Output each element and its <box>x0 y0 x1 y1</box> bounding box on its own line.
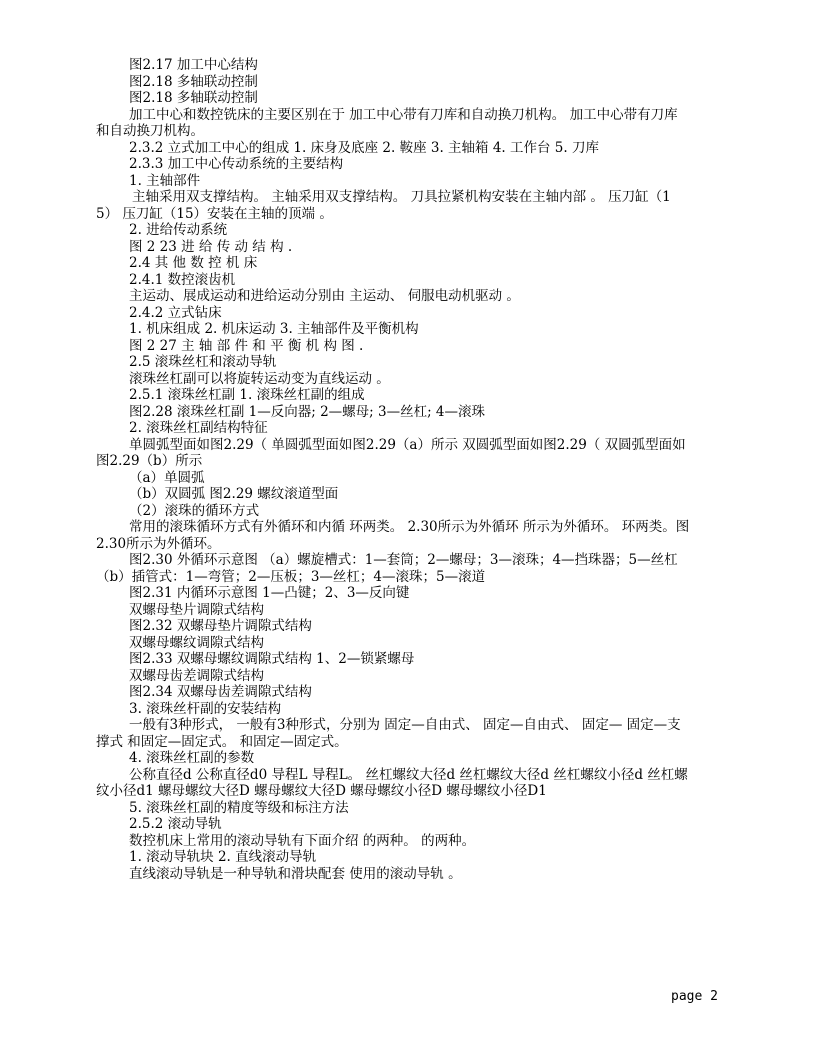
paragraph: 一般有3种形式， 一般有3种形式，分别为 固定—自由式、 固定—自由式、 固定— 固定—支撑式 和固定—固定式。 和固定—固定式。 <box>96 717 681 750</box>
caption-line: 图2.18 多轴联动控制 <box>129 73 258 90</box>
section-heading: 2.4.2 立式钻床 <box>129 304 222 321</box>
paragraph: 双螺母螺纹调隙式结构 <box>129 634 264 651</box>
paragraph: 主运动、展成运动和进给运动分别由 主运动、 伺服电动机驱动 。 <box>129 288 520 304</box>
caption-line: 图 2 23 进 给 传 动 结 构 . <box>129 238 293 255</box>
section-heading: 2.5.2 滚动导轨 <box>129 816 222 832</box>
section-heading: 2.5 滚珠丝杠和滚动导轨 <box>129 354 277 370</box>
paragraph: 公称直径d 公称直径d0 导程L 导程L。 丝杠螺纹大径d 丝杠螺纹大径d 丝杠螺纹小径d 丝杠螺纹小径d1 螺母螺纹大径D 螺母螺纹大径D 螺母螺纹小径D 螺母螺纹小径D1 <box>96 766 688 799</box>
paragraph: 数控机床上常用的滚动导轨有下面介绍 的两种。 的两种。 <box>129 832 476 849</box>
section-heading: 2.3.2 立式加工中心的组成 1. 床身及底座 2. 鞍座 3. 主轴箱 4. 工作台 5. 刀库 <box>129 139 599 156</box>
list-item: 1. 滚动导轨块 2. 直线滚动导轨 <box>129 849 317 865</box>
list-item: 2. 进给传动系统 <box>129 222 228 238</box>
caption-line: （a）单圆弧 <box>129 469 205 486</box>
list-item: 1. 机床组成 2. 机床运动 3. 主轴部件及平衡机构 <box>129 321 419 337</box>
caption-line: 图 2 27 主 轴 部 件 和 平 衡 机 构 图 . <box>129 337 364 354</box>
caption-line: 图2.18 多轴联动控制 <box>129 90 258 106</box>
paragraph: 双螺母垫片调隙式结构 <box>129 601 264 618</box>
caption-line: （b）双圆弧 图2.29 螺纹滚道型面 <box>129 486 339 502</box>
paragraph: 单圆弧型面如图2.29（ 单圆弧型面如图2.29（a）所示 双圆弧型面如图2.29（ 双圆弧型面如图2.29（b）所示 <box>96 436 686 469</box>
caption-line: 图2.30 外循环示意图 （a）螺旋槽式：1—套筒；2—螺母；3—滚珠；4—挡珠器；5—丝杠 （b）插管式：1—弯管；2—压板；3—丝杠；4—滚珠；5—滚道 <box>96 552 678 585</box>
page-number: page 2 <box>671 989 718 1004</box>
paragraph: 滚珠丝杠副可以将旋转运动变为直线运动 。 <box>129 370 390 387</box>
list-item: 5. 滚珠丝杠副的精度等级和标注方法 <box>129 799 349 816</box>
paragraph: 主轴采用双支撑结构。 主轴采用双支撑结构。 刀具拉紧机构安装在主轴内部 。 压刀缸（15） 压刀缸（15）安装在主轴的顶端 。 <box>96 189 671 222</box>
caption-line: 图2.28 滚珠丝杠副 1—反向器; 2—螺母; 3—丝杠; 4—滚珠 <box>129 403 486 420</box>
caption-line: 图2.34 双螺母齿差调隙式结构 <box>129 684 312 700</box>
list-item: 2. 滚珠丝杠副结构特征 <box>129 420 268 436</box>
paragraph: 加工中心和数控铣床的主要区别在于 加工中心带有刀库和自动换刀机构。 加工中心带有刀库和自动换刀机构。 <box>96 106 678 139</box>
section-heading: 2.5.1 滚珠丝杠副 1. 滚珠丝杠副的组成 <box>129 387 365 403</box>
caption-line: 图2.33 双螺母螺纹调隙式结构 1、2—锁紧螺母 <box>129 651 415 667</box>
section-heading: 2.3.3 加工中心传动系统的主要结构 <box>129 156 344 172</box>
caption-line: 图2.31 内循环示意图 1—凸键；2、3—反向键 <box>129 585 410 601</box>
list-item: 3. 滚珠丝杆副的安装结构 <box>129 700 282 717</box>
paragraph: 双螺母齿差调隙式结构 <box>129 667 264 684</box>
list-item: 4. 滚珠丝杠副的参数 <box>129 750 255 766</box>
caption-line: 图2.17 加工中心结构 <box>129 57 258 73</box>
paragraph: 直线滚动导轨是一种导轨和滑块配套 使用的滚动导轨 。 <box>129 865 462 882</box>
caption-line: 图2.32 双螺母垫片调隙式结构 <box>129 618 312 634</box>
paragraph: 常用的滚珠循环方式有外循环和内循 环两类。 2.30所示为外循环 所示为外循环。 环两类。图2.30所示为外循环。 <box>96 519 690 552</box>
section-heading: 2.4 其 他 数 控 机 床 <box>129 255 258 271</box>
section-heading: 2.4.1 数控滚齿机 <box>129 271 236 288</box>
list-item: （2）滚珠的循环方式 <box>129 502 260 519</box>
list-item: 1. 主轴部件 <box>129 172 201 189</box>
document-body <box>96 57 690 882</box>
